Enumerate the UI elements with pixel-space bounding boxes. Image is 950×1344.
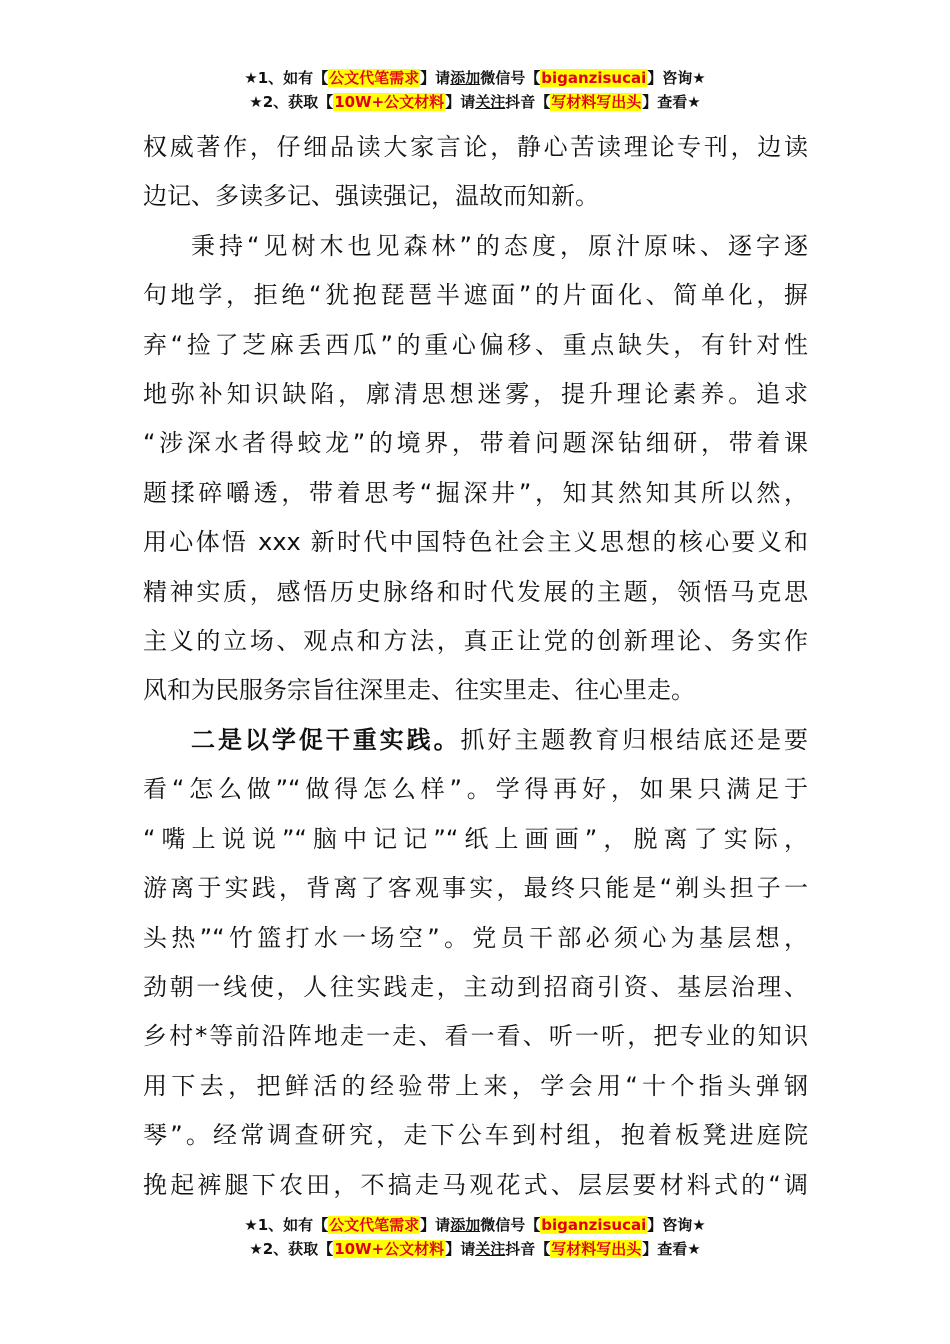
banner-text: 】请 (420, 1216, 451, 1234)
banner-underlined-text: 关注 (475, 1240, 506, 1258)
text-line: 权威著作，仔细品读大家言论，静心苦读理论专刊，边读 (143, 133, 808, 161)
banner-highlight: 写材料写出头 (551, 1240, 642, 1258)
header-banner (0, 66, 950, 114)
banner-text: 抖音【 (505, 1240, 551, 1258)
banner-text: ★1、如有【 (244, 1216, 329, 1234)
banner-text: ★2、获取【 (249, 93, 334, 111)
text-line: 乡村*等前沿阵地走一走、看一看、听一听，把专业的知识 (143, 1022, 808, 1051)
text-line: 游离于实践，背离了客观事实，最终只能是“剃头担子一 (143, 874, 808, 903)
section-heading: 二是以学促干重实践。 (191, 725, 461, 754)
banner-text: ★1、如有【 (244, 69, 329, 87)
text-line: 精神实质，感悟历史脉络和时代发展的主题，领悟马克思 (143, 577, 808, 606)
banner-line-2 (0, 90, 950, 114)
banner-highlight: 10W+公文材料 (334, 93, 445, 111)
paragraph-1 (143, 123, 808, 222)
text-line: 用心体悟 xxx 新时代中国特色社会主义思想的核心要义和 (143, 528, 808, 557)
text-line: 主义的立场、观点和方法，真正让党的创新理论、务实作 (143, 627, 808, 656)
banner-highlight: 公文代笔需求 (329, 1216, 420, 1234)
document-body (143, 123, 808, 1210)
banner-line-1 (0, 66, 950, 90)
banner-underlined-text: 添加 (450, 1216, 481, 1234)
banner-underlined-text: 添加 (450, 69, 481, 87)
banner-text: 】请 (445, 1240, 476, 1258)
text-line: 风和为民服务宗旨往深里走、往实里走、往心里走。 (143, 676, 695, 705)
text-line: “嘴上说说”“脑中记记”“纸上画画”，脱离了实际， (143, 824, 808, 853)
text-line: 用下去，把鲜活的经验带上来，学会用“十个指头弹钢 (143, 1071, 808, 1100)
banner-text: 】请 (445, 93, 476, 111)
text-line: 秉持“见树木也见森林”的态度，原汁原味、逐字逐 (191, 231, 808, 260)
text-line: 看“怎么做”“做得怎么样”。学得再好，如果只满足于 (143, 775, 808, 804)
banner-text: 抖音【 (505, 93, 551, 111)
banner-text: 】查看★ (642, 93, 701, 111)
banner-text: 】咨询★ (647, 69, 706, 87)
banner-highlight: 公文代笔需求 (329, 69, 420, 87)
paragraph-3 (143, 716, 808, 1210)
banner-highlight: biganzisucai (541, 69, 647, 87)
text-line: 琴”。经常调查研究，走下公车到村组，抱着板凳进庭院 (143, 1121, 808, 1150)
text-run: 抓好主题教育归根结底还是要 (460, 725, 809, 754)
banner-line-1 (0, 1213, 950, 1237)
text-line: 头热”“竹篮打水一场空”。党员干部必须心为基层想， (143, 923, 808, 952)
text-line: 地弥补知识缺陷，廓清思想迷雾，提升理论素养。追求 (143, 380, 808, 409)
banner-text: 微信号【 (480, 1216, 541, 1234)
text-line: “涉深水者得蛟龙”的境界，带着问题深钻细研，带着课 (143, 429, 808, 458)
banner-underlined-text: 关注 (475, 93, 506, 111)
footer-banner (0, 1213, 950, 1261)
banner-highlight: 写材料写出头 (551, 93, 642, 111)
text-line: 句地学，拒绝“犹抱琵琶半遮面”的片面化、简单化，摒 (143, 281, 808, 310)
banner-text: ★2、获取【 (249, 1240, 334, 1258)
banner-text: 】咨询★ (647, 1216, 706, 1234)
banner-text: 】请 (420, 69, 451, 87)
banner-text: 】查看★ (642, 1240, 701, 1258)
banner-line-2 (0, 1237, 950, 1261)
text-line: 劲朝一线使，人往实践走，主动到招商引资、基层治理、 (143, 972, 808, 1001)
paragraph-2 (143, 222, 808, 716)
banner-highlight: 10W+公文材料 (334, 1240, 445, 1258)
banner-text: 微信号【 (480, 69, 541, 87)
text-line (143, 716, 808, 765)
text-line: 边记、多读多记、强读强记，温故而知新。 (143, 182, 599, 211)
banner-highlight: biganzisucai (541, 1216, 647, 1234)
text-line: 题揉碎嚼透，带着思考“掘深井”，知其然知其所以然， (143, 478, 808, 507)
text-line: 弃“捡了芝麻丢西瓜”的重心偏移、重点缺失，有针对性 (143, 330, 808, 359)
text-line: 挽起裤腿下农田，不搞走马观花式、层层要材料式的“调 (143, 1170, 808, 1199)
